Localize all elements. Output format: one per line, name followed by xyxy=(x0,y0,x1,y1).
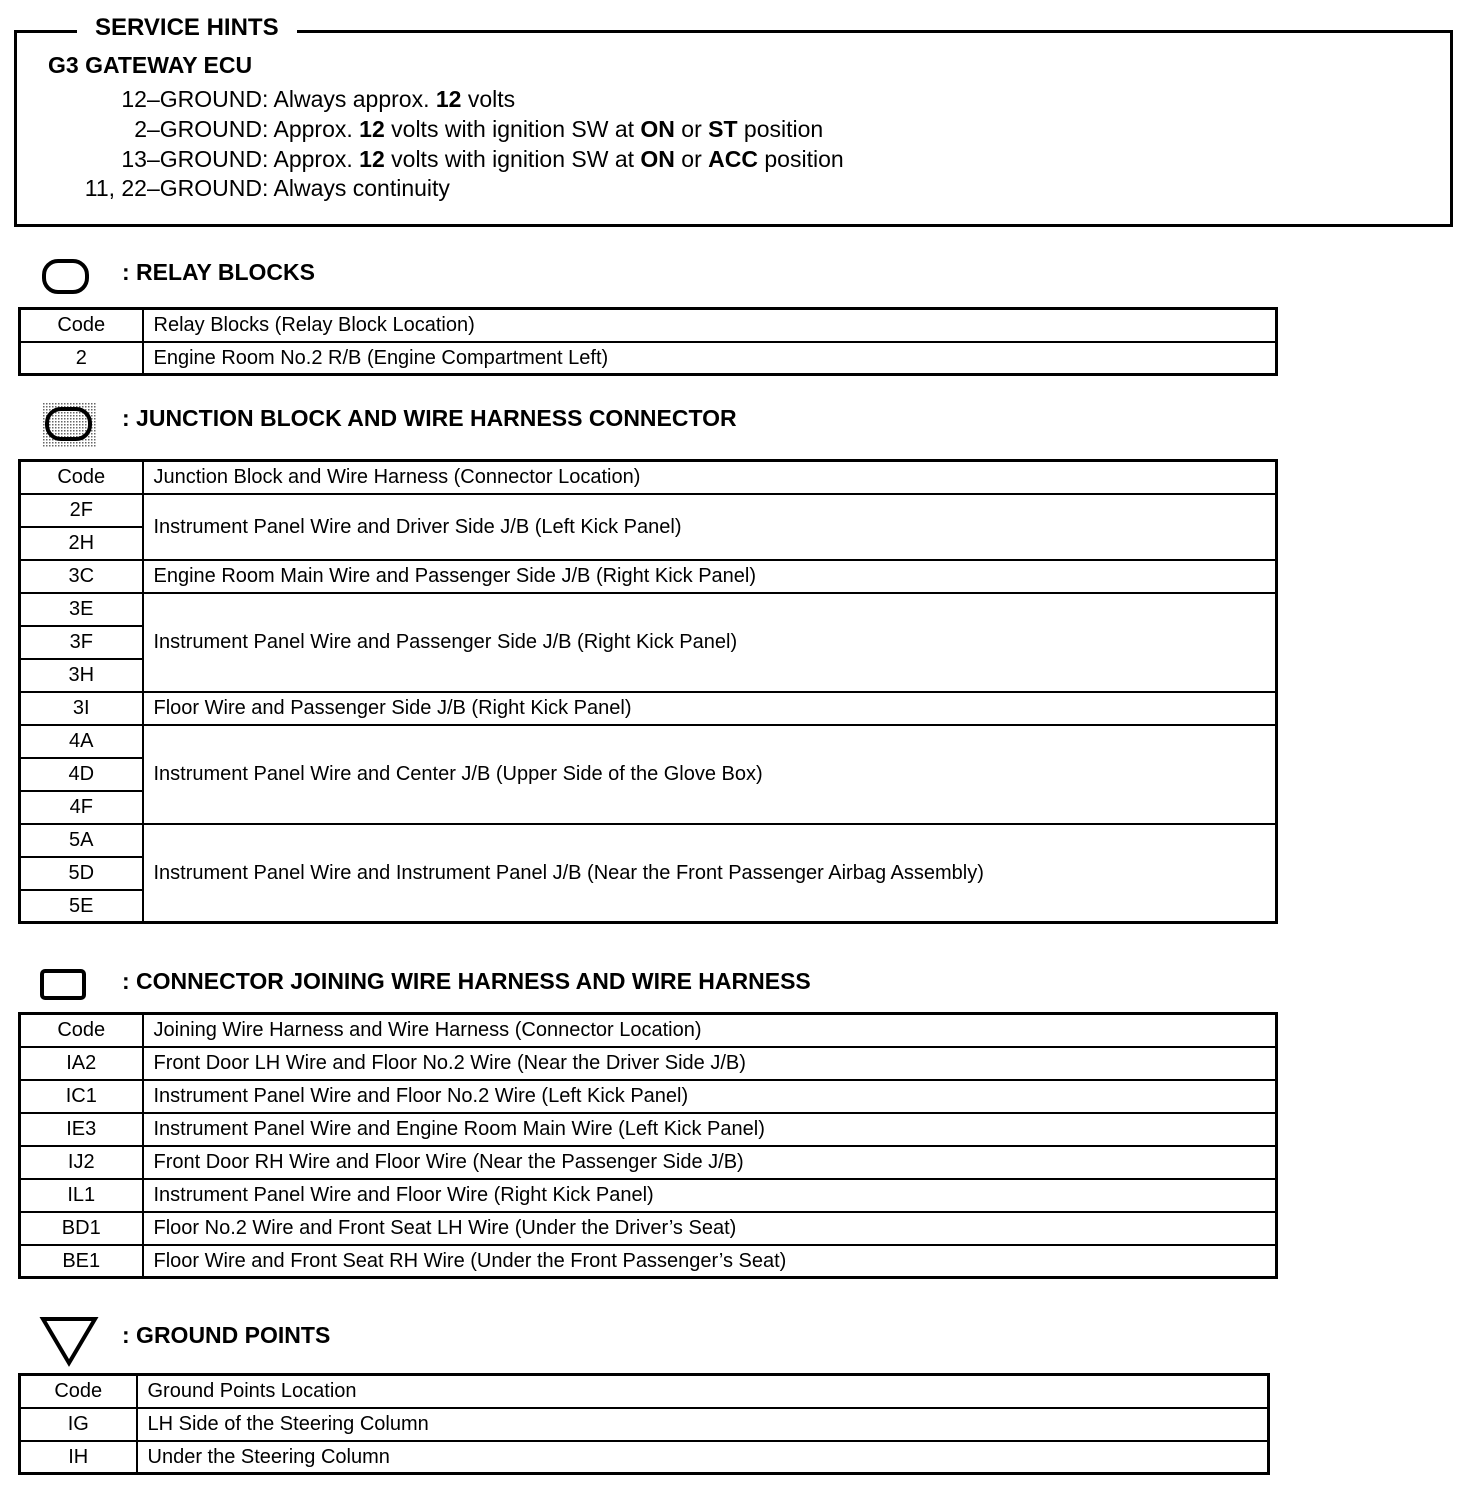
row-code: 5A xyxy=(20,824,143,857)
row-description: Front Door LH Wire and Floor No.2 Wire (Near the Driver Side J/B) xyxy=(143,1047,1277,1080)
hint-text: : Approx. xyxy=(262,146,360,172)
row-description: LH Side of the Steering Column xyxy=(137,1408,1269,1441)
ground-points-title: : GROUND POINTS xyxy=(122,1322,331,1348)
row-code: 2F xyxy=(20,494,143,527)
row-code: IG xyxy=(20,1408,137,1441)
row-code: 5E xyxy=(20,890,143,923)
row-description: Instrument Panel Wire and Floor Wire (Right Kick Panel) xyxy=(143,1179,1277,1212)
hint-text: position xyxy=(758,146,844,172)
row-code: 4D xyxy=(20,758,143,791)
row-description: Instrument Panel Wire and Center J/B (Upper Side of the Glove Box) xyxy=(143,725,1277,824)
row-code: 2 xyxy=(20,342,143,375)
hint-value-bold: ACC xyxy=(708,146,758,172)
hint-text: : Always continuity xyxy=(262,175,450,201)
row-description: Instrument Panel Wire and Floor No.2 Wire (Left Kick Panel) xyxy=(143,1080,1277,1113)
hint-description xyxy=(262,173,450,203)
row-code: 4A xyxy=(20,725,143,758)
row-code: 2H xyxy=(20,527,143,560)
table-row xyxy=(20,593,1277,626)
table-row xyxy=(20,824,1277,857)
hint-terminal: 11, 22–GROUND xyxy=(84,175,262,201)
hint-value-bold: 12 xyxy=(359,146,385,172)
hint-description xyxy=(262,114,823,144)
row-code: 4F xyxy=(20,791,143,824)
hint-text: volts xyxy=(461,86,516,112)
junction-block-icon xyxy=(40,400,98,450)
table-row xyxy=(20,1245,1277,1278)
service-hints-title: SERVICE HINTS xyxy=(77,12,297,44)
row-code: 3F xyxy=(20,626,143,659)
row-code: 3H xyxy=(20,659,143,692)
row-description: Engine Room No.2 R/B (Engine Compartment Left) xyxy=(153,346,609,369)
table-row xyxy=(20,1179,1277,1212)
header-code: Code xyxy=(20,461,143,494)
hint-value-bold: 12 xyxy=(359,116,385,142)
header-description: Joining Wire Harness and Wire Harness (Connector Location) xyxy=(143,1014,1277,1047)
hint-text: : Always approx. xyxy=(262,86,436,112)
table-row xyxy=(20,1212,1277,1245)
hint-terminal: 2–GROUND xyxy=(134,116,262,142)
hint-terminal: 13–GROUND xyxy=(121,146,262,172)
row-code: IE3 xyxy=(20,1113,143,1146)
header-code: Code xyxy=(20,1014,143,1047)
relay-blocks-title: : RELAY BLOCKS xyxy=(122,259,315,285)
header-code: Code xyxy=(20,1375,137,1408)
row-code: 3I xyxy=(20,692,143,725)
row-code: IA2 xyxy=(20,1047,143,1080)
table-row xyxy=(20,1113,1277,1146)
hint-value-bold: 12 xyxy=(435,86,462,112)
row-description: Floor No.2 Wire and Front Seat LH Wire (Under the Driver’s Seat) xyxy=(143,1212,1277,1245)
table-header-row xyxy=(20,309,1277,342)
hint-line xyxy=(0,173,1472,203)
hint-value-bold: ON xyxy=(640,116,675,142)
table-row xyxy=(20,1047,1277,1080)
row-description: Floor Wire and Front Seat RH Wire (Under the Front Passenger’s Seat) xyxy=(153,1249,787,1272)
hint-line xyxy=(0,84,1472,114)
hint-value-bold: ON xyxy=(640,146,675,172)
table-row xyxy=(20,692,1277,725)
table-row xyxy=(20,560,1277,593)
relay-block-icon xyxy=(40,257,92,297)
table-row xyxy=(20,1408,1269,1441)
row-description: Front Door RH Wire and Floor Wire (Near the Passenger Side J/B) xyxy=(143,1146,1277,1179)
row-code: BE1 xyxy=(20,1245,143,1278)
row-code: IH xyxy=(20,1441,137,1474)
row-code: BD1 xyxy=(20,1212,143,1245)
hint-line xyxy=(0,114,1472,144)
junction-blocks-table xyxy=(18,459,1278,924)
table-row xyxy=(20,1441,1269,1474)
row-description: Instrument Panel Wire and Instrument Panel J/B (Near the Front Passenger Airbag Assembly) xyxy=(153,861,984,884)
hint-text: volts with ignition SW at xyxy=(384,116,641,142)
connectors-title: : CONNECTOR JOINING WIRE HARNESS AND WIRE HARNESS xyxy=(122,968,811,994)
hint-line xyxy=(0,144,1472,174)
table-row xyxy=(20,342,1277,375)
hint-text: position xyxy=(737,116,824,142)
row-code: IL1 xyxy=(20,1179,143,1212)
table-row xyxy=(20,1080,1277,1113)
connector-icon xyxy=(38,965,90,1005)
row-code: 5D xyxy=(20,857,143,890)
table-row xyxy=(20,725,1277,758)
ecu-title: G3 GATEWAY ECU xyxy=(48,52,253,78)
row-description: Floor Wire and Passenger Side J/B (Right Kick Panel) xyxy=(143,692,1277,725)
relay-blocks-table xyxy=(18,307,1278,376)
hint-text: : Approx. xyxy=(262,116,360,142)
ground-point-icon xyxy=(38,1314,100,1368)
junction-blocks-title: : JUNCTION BLOCK AND WIRE HARNESS CONNECTOR xyxy=(122,405,737,431)
header-description: Relay Blocks (Relay Block Location) xyxy=(143,309,1277,342)
row-description: Engine Room Main Wire and Passenger Side J/B (Right Kick Panel) xyxy=(143,560,1277,593)
row-code: IC1 xyxy=(20,1080,143,1113)
row-description: Instrument Panel Wire and Engine Room Main Wire (Left Kick Panel) xyxy=(143,1113,1277,1146)
table-row xyxy=(20,1146,1277,1179)
hint-text: or xyxy=(674,116,709,142)
row-code: IJ2 xyxy=(20,1146,143,1179)
table-header-row xyxy=(20,1375,1269,1408)
table-header-row xyxy=(20,1014,1277,1047)
hint-description xyxy=(262,84,515,114)
ground-points-table xyxy=(18,1373,1270,1475)
hint-text: volts with ignition SW at xyxy=(384,146,641,172)
table-header-row xyxy=(20,461,1277,494)
header-code: Code xyxy=(20,309,143,342)
table-row xyxy=(20,494,1277,527)
row-code: 3E xyxy=(20,593,143,626)
header-description: Ground Points Location xyxy=(137,1375,1269,1408)
hint-description xyxy=(262,144,844,174)
hint-terminal: 12–GROUND xyxy=(121,86,262,112)
row-description: Under the Steering Column xyxy=(147,1445,390,1468)
hint-text: or xyxy=(674,146,709,172)
row-description: Instrument Panel Wire and Passenger Side J/B (Right Kick Panel) xyxy=(143,593,1277,692)
connectors-table xyxy=(18,1012,1278,1279)
row-code: 3C xyxy=(20,560,143,593)
row-description: Instrument Panel Wire and Driver Side J/B (Left Kick Panel) xyxy=(143,494,1277,560)
hint-value-bold: ST xyxy=(708,116,738,142)
header-description: Junction Block and Wire Harness (Connector Location) xyxy=(143,461,1277,494)
